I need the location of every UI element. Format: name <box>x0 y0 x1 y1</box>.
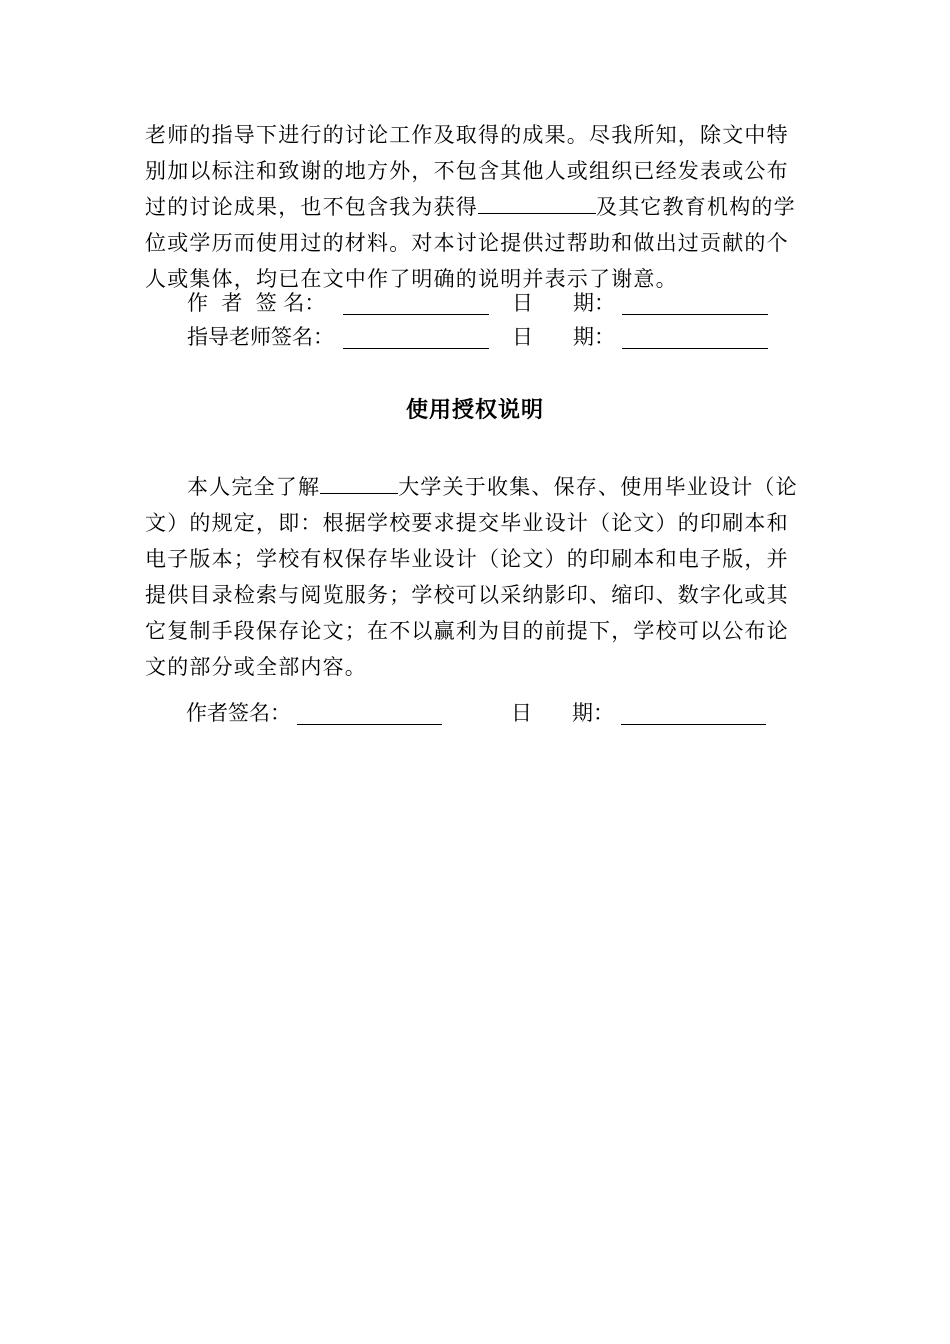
declaration-line: 别加以标注和致谢的地方外，不包含其他人或组织已经发表或公布 <box>145 159 789 183</box>
date-line <box>622 314 768 315</box>
declaration-line: 位或学历而使用过的材料。对本讨论提供过帮助和做出过贡献的个 <box>145 231 789 255</box>
date-line <box>622 348 768 349</box>
declaration-line: 老师的指导下进行的讨论工作及取得的成果。尽我所知，除文中特 <box>145 123 789 147</box>
advisor-signature-row <box>0 322 950 354</box>
advisor-signature-label: 指导老师签名： <box>187 325 334 349</box>
authorization-line: 它复制手段保存论文；在不以赢利为目的前提下，学校可以公布论 <box>145 619 789 643</box>
date-label: 日 期： <box>512 291 616 315</box>
author-signature-line <box>343 314 489 315</box>
authorization-line <box>145 469 807 505</box>
degree-blank <box>478 193 596 214</box>
authorization-line: 电子版本；学校有权保存毕业设计（论文）的印刷本和电子版，并 <box>145 547 789 571</box>
declaration-line <box>145 189 807 225</box>
authorization-line: 提供目录检索与阅览服务；学校可以采纳影印、缩印、数字化或其 <box>145 583 789 607</box>
authorization-line: 文的部分或全部内容。 <box>145 655 367 679</box>
bottom-signature-row <box>0 698 950 730</box>
author-signature-row <box>0 288 950 320</box>
declaration-line-part: 过的讨论成果，也不包含我为获得 <box>145 195 478 219</box>
authorization-line-part: 大学关于收集、保存、使用毕业设计（论 <box>398 475 798 499</box>
date-line <box>621 724 766 725</box>
declaration-line-part: 及其它教育机构的学 <box>596 195 796 219</box>
author-signature-line <box>297 724 442 725</box>
university-blank <box>320 473 398 494</box>
declaration-line: 人或集体，均已在文中作了明确的说明并表示了谢意。 <box>145 267 678 291</box>
date-label: 日 期： <box>511 701 615 725</box>
authorization-line-part: 本人完全了解 <box>187 475 321 499</box>
date-label: 日 期： <box>512 325 616 349</box>
authorization-line: 文）的规定，即：根据学校要求提交毕业设计（论文）的印刷本和 <box>145 511 789 535</box>
author-signature-label: 作者签名： <box>186 701 291 725</box>
authorization-paragraph <box>145 469 807 685</box>
advisor-signature-line <box>343 348 489 349</box>
author-signature-label: 作 者 签 名： <box>187 291 326 315</box>
authorization-title: 使用授权说明 <box>405 398 544 423</box>
declaration-paragraph <box>145 117 807 297</box>
